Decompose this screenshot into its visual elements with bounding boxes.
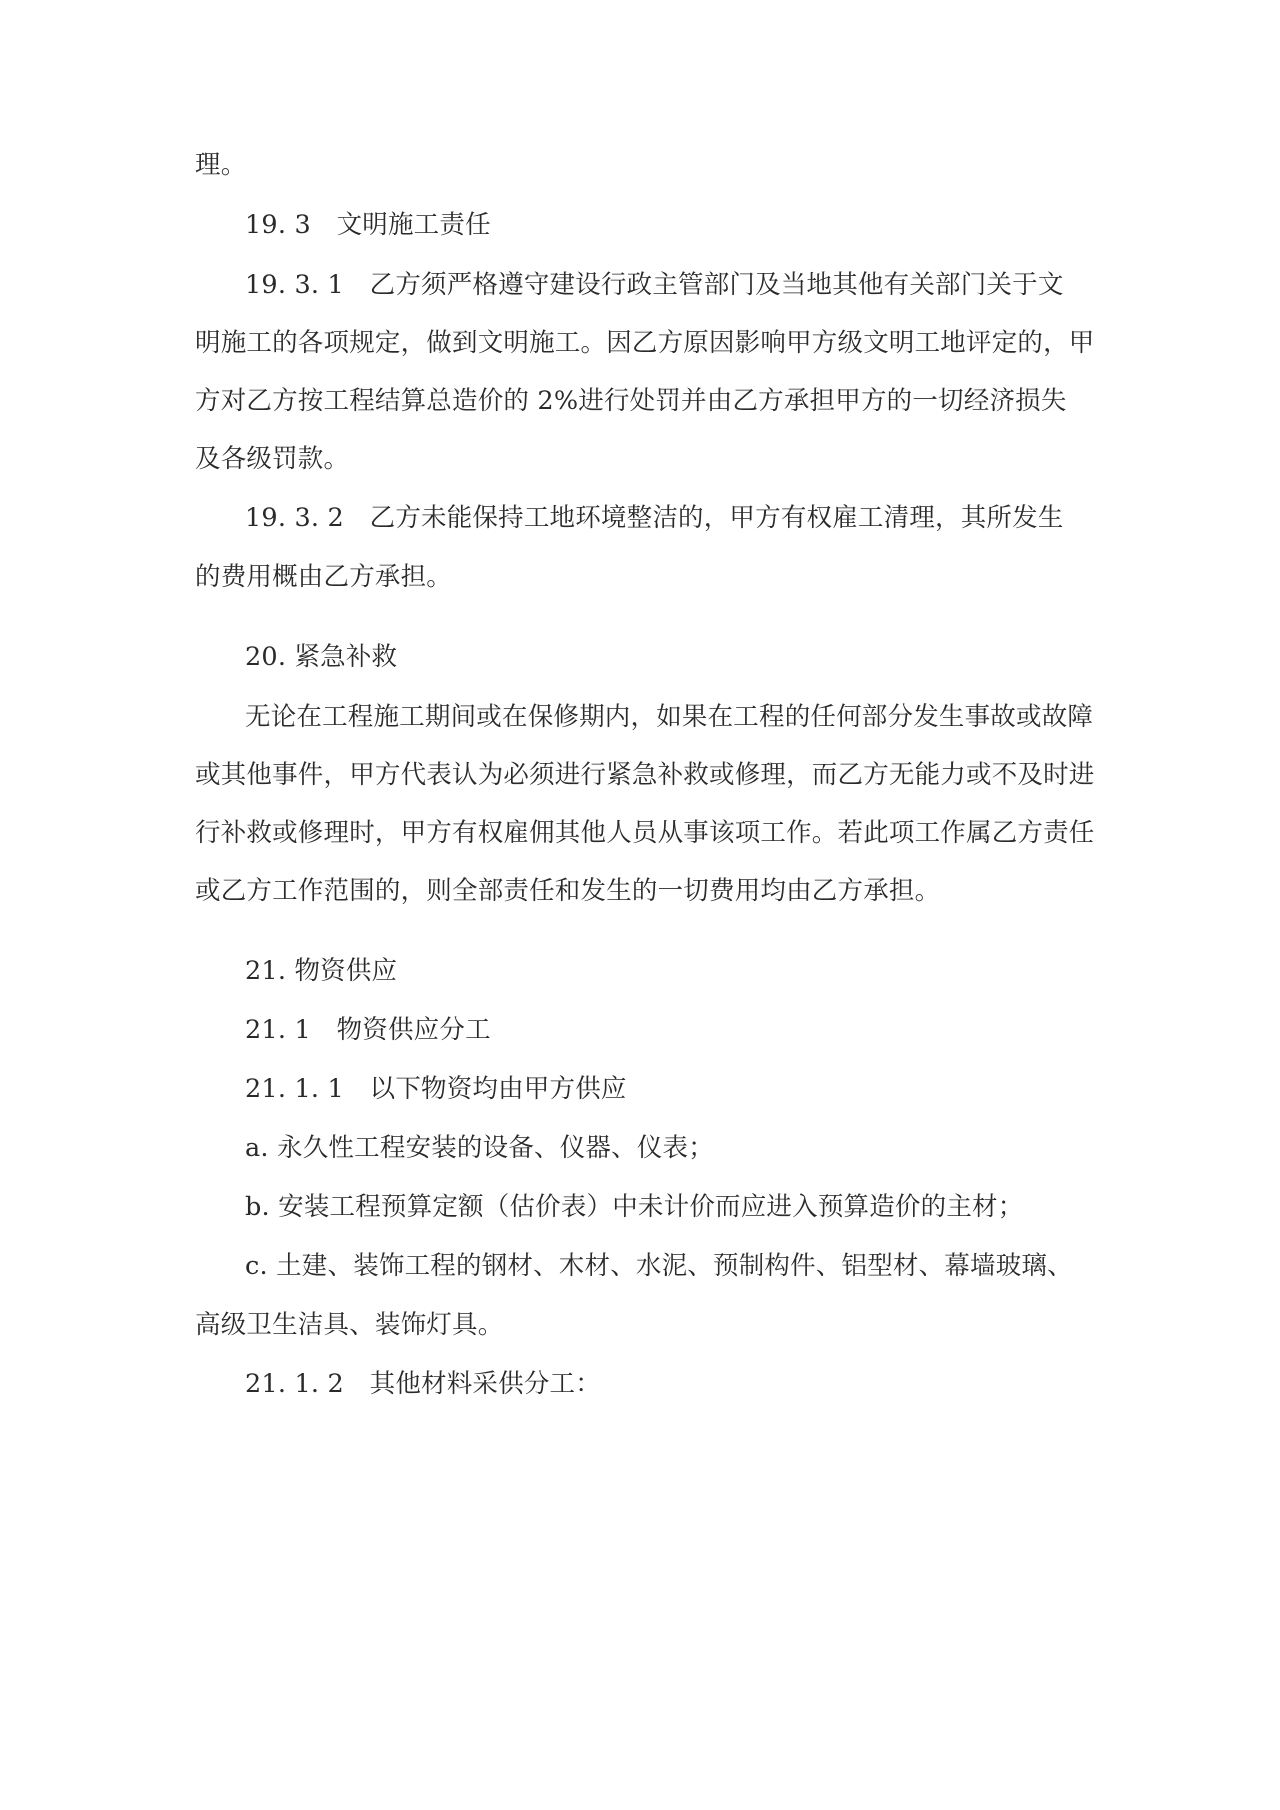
section-heading-21: 21. 物资供应 bbox=[245, 956, 398, 986]
text-line: 行补救或修理时，甲方有权雇佣其他人员从事该项工作。若此项工作属乙方责任 bbox=[195, 818, 1095, 848]
paragraph-20: 无论在工程施工期间或在保修期内，如果在工程的任何部分发生事故或故障 bbox=[245, 702, 1094, 732]
list-item-c: c. 土建、装饰工程的钢材、木材、水泥、预制构件、铝型材、幕墙玻璃、 bbox=[245, 1251, 1073, 1281]
section-heading-21-1: 21. 1 物资供应分工 bbox=[245, 1015, 491, 1045]
text-line: 或乙方工作范围的，则全部责任和发生的一切费用均由乙方承担。 bbox=[195, 876, 941, 906]
clause-21-1-2: 21. 1. 2 其他材料采供分工： bbox=[245, 1369, 601, 1399]
text-line: 理。 bbox=[195, 150, 247, 180]
list-item-b: b. 安装工程预算定额（估价表）中未计价而应进入预算造价的主材； bbox=[245, 1192, 1024, 1222]
text-line: 高级卫生洁具、装饰灯具。 bbox=[195, 1310, 504, 1340]
text-line: 或其他事件，甲方代表认为必须进行紧急补救或修理，而乙方无能力或不及时进 bbox=[195, 760, 1095, 790]
text-line: 明施工的各项规定，做到文明施工。因乙方原因影响甲方级文明工地评定的，甲 bbox=[195, 328, 1095, 358]
section-heading-19-3: 19. 3 文明施工责任 bbox=[245, 210, 491, 240]
text-line: 及各级罚款。 bbox=[195, 444, 350, 474]
text-line: 的费用概由乙方承担。 bbox=[195, 562, 453, 592]
text-line: 方对乙方按工程结算总造价的 2%进行处罚并由乙方承担甲方的一切经济损失 bbox=[195, 386, 1067, 416]
clause-19-3-2: 19. 3. 2 乙方未能保持工地环境整洁的，甲方有权雇工清理，其所发生 bbox=[245, 503, 1064, 533]
section-heading-20: 20. 紧急补救 bbox=[245, 642, 398, 672]
clause-19-3-1: 19. 3. 1 乙方须严格遵守建设行政主管部门及当地其他有关部门关于文 bbox=[245, 270, 1064, 300]
list-item-a: a. 永久性工程安装的设备、仪器、仪表； bbox=[245, 1133, 714, 1163]
clause-21-1-1: 21. 1. 1 以下物资均由甲方供应 bbox=[245, 1074, 627, 1104]
